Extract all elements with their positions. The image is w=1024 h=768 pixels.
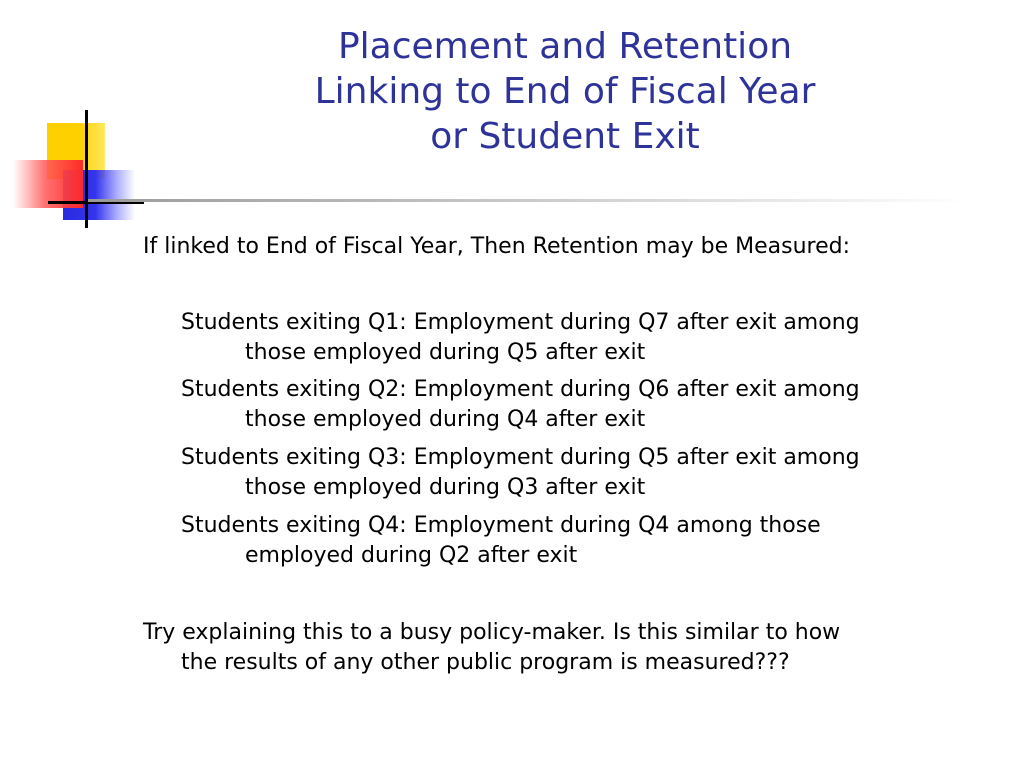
title-divider: [88, 199, 968, 202]
title-line-2: Linking to End of Fiscal Year: [314, 71, 816, 112]
title-line-3: or Student Exit: [430, 116, 700, 157]
list-item-4-line-1: Students exiting Q4: Employment during Q4 among those: [181, 513, 821, 538]
closing-line-1: Try explaining this to a busy policy-maker. Is this similar to how: [143, 620, 841, 645]
list-item-3-line-2: those employed during Q3 after exit: [245, 475, 646, 500]
list-item-2-line-1: Students exiting Q2: Employment during Q6 after exit among: [181, 377, 860, 402]
intro-text: If linked to End of Fiscal Year, Then Retention may be Measured:: [143, 234, 851, 259]
list-item-2-line-2: those employed during Q4 after exit: [245, 407, 646, 432]
title-line-1: Placement and Retention: [337, 26, 793, 67]
logo-vertical-line: [85, 110, 88, 228]
list-item-4-line-2: employed during Q2 after exit: [245, 543, 578, 568]
list-item-3-line-1: Students exiting Q3: Employment during Q5 after exit among: [181, 445, 860, 470]
list-item-1-line-2: those employed during Q5 after exit: [245, 340, 646, 365]
slide-title: [150, 24, 980, 159]
closing-line-2: the results of any other public program is measured???: [181, 650, 790, 675]
slide-logo: [10, 105, 150, 230]
list-item-1-line-1: Students exiting Q1: Employment during Q7 after exit among: [181, 310, 860, 335]
